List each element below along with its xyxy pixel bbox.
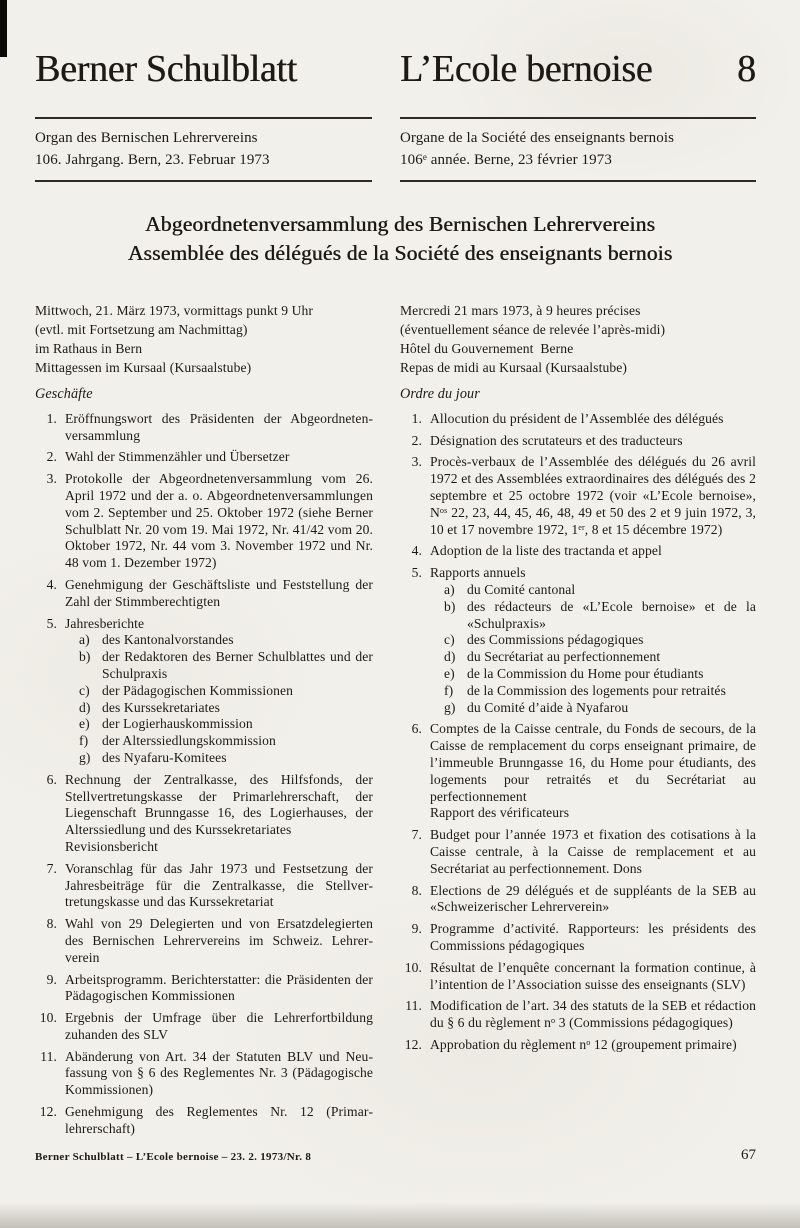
year-count: 106 bbox=[400, 152, 423, 168]
agenda-item-number: 2. bbox=[411, 432, 422, 448]
agenda-item-text bbox=[430, 998, 756, 1032]
agenda-item-paragraph: Procès-verbaux de l’Assemblée des délégués du 26 avril 1972 et des Assemblées extraordinaires des délégués des 2 septembre et 25 octobre 1972 (voir «L’Ecole bernoise», $N^{os}$ 22, 23, 44, 45, 46, 48, 49 et 50 des 2 et 9 juin 1972, 3, 10 et 17 novembre 1972, 1er, 8 et 15 décembre 1972) bbox=[430, 454, 756, 537]
agenda-item-number: 6. bbox=[46, 771, 57, 787]
agenda-item-number: 12. bbox=[404, 1036, 422, 1052]
agenda-item-number: 11. bbox=[40, 1048, 57, 1064]
agenda-item-text bbox=[65, 616, 373, 767]
agenda-item-number: 7. bbox=[46, 860, 57, 876]
agenda-item-text bbox=[65, 772, 373, 856]
meeting-info-line: Mittagessen im Kursaal (Kursaalstube) bbox=[35, 360, 252, 375]
subtitle-line-organ-de: Organ des Bernischen Lehrervereins bbox=[35, 130, 258, 146]
subtitle-line-organ-fr: Organe de la Société des enseignants bernois bbox=[400, 130, 675, 146]
agenda-item-text bbox=[430, 411, 756, 428]
agenda-subitem-text: der Pädagogischen Kommissionen bbox=[102, 682, 294, 698]
agenda-column-french bbox=[400, 301, 756, 1059]
agenda-subitem bbox=[79, 716, 373, 733]
subtitle-line-date-de: 106. Jahrgang. Bern, 23. Februar 1973 bbox=[35, 152, 270, 168]
agenda-item-paragraph: Wahl der Stimmenzähler und Übersetzer bbox=[65, 449, 290, 465]
ordinal-superscript: e bbox=[422, 151, 427, 162]
agenda-subitem-label: d) bbox=[79, 699, 91, 715]
agenda-subitem bbox=[79, 683, 373, 700]
agenda-subitem-text: de la Commission du Home pour étudiants bbox=[467, 665, 704, 681]
agenda-item-number: 4. bbox=[46, 576, 57, 592]
agenda-item-paragraph: Allocution du président de l’Assemblée des délégués bbox=[430, 410, 724, 426]
agenda-item-paragraph: Revisionsbericht bbox=[65, 838, 158, 854]
agenda-subitem bbox=[444, 683, 756, 700]
document-title-french: Assemblée des délégués de la Société des enseignants bernois bbox=[127, 240, 673, 265]
agenda-subitem-text: des rédacteurs de «L’Ecole bernoise» et de la «Schulpraxis» bbox=[467, 598, 756, 631]
date-text: année. Berne, 23 février 1973 bbox=[426, 152, 612, 168]
agenda-item-paragraph: Elections de 29 délégués et de suppléants de la SEB au «Schweizerischer Lehrerverein» bbox=[430, 882, 756, 915]
agenda-item bbox=[400, 411, 756, 428]
agenda-item-number: 3. bbox=[46, 471, 57, 487]
subtitle-line-date-fr bbox=[400, 149, 674, 171]
divider-rule-top-left bbox=[35, 117, 372, 119]
agenda-subitem-label: e) bbox=[79, 716, 90, 732]
issue-number: 8 bbox=[737, 48, 756, 90]
agenda-item-paragraph: Programme d’activité. Rapporteurs: les présidents des Commissions pédagogiques bbox=[430, 921, 756, 953]
agenda-subitem-label: f) bbox=[79, 733, 89, 749]
agenda-item bbox=[35, 411, 373, 445]
meeting-info-line: Repas de midi au Kursaal (Kursaalstube) bbox=[400, 360, 627, 375]
agenda-item bbox=[400, 721, 756, 822]
agenda-item-paragraph: Ergebnis der Umfrage über die Lehrerfortbildung zuhanden des SLV bbox=[65, 1010, 373, 1042]
agenda-item bbox=[35, 616, 373, 767]
agenda-item bbox=[35, 772, 373, 856]
agenda-item bbox=[35, 1104, 373, 1138]
agenda-subitem-label: f) bbox=[444, 682, 454, 698]
agenda-item-paragraph: Résultat de l’enquête concernant la formation continue, à l’intention de l’Association suisse des enseignants (SLV) bbox=[430, 959, 756, 992]
agenda-item-number: 8. bbox=[46, 916, 57, 932]
agenda-subitem bbox=[79, 632, 373, 649]
meeting-info-line: Mittwoch, 21. März 1973, vormittags punkt 9 Uhr bbox=[35, 303, 314, 318]
superscript: os bbox=[439, 506, 448, 516]
agenda-item-text bbox=[65, 916, 373, 966]
agenda-item-text bbox=[65, 861, 373, 911]
agenda-item-text bbox=[65, 471, 373, 572]
agenda-item-paragraph: Modification de l’art. 34 des statuts de la SEB et rédaction du § 6 du règlement $n^o$ 3 (Commissions pédagogiques) bbox=[430, 998, 756, 1031]
meeting-info-line: (evtl. mit Fortsetzung am Nachmittag) bbox=[35, 322, 248, 337]
agenda-item-number: 1. bbox=[411, 410, 422, 426]
agenda-subitem-text: des Kurssekretariates bbox=[102, 699, 220, 715]
agenda-item bbox=[35, 972, 373, 1006]
agenda-item-number: 6. bbox=[411, 721, 422, 737]
masthead-subtitle-german bbox=[35, 127, 270, 171]
agenda-subitem bbox=[444, 649, 756, 666]
agenda-item-text bbox=[430, 565, 756, 716]
agenda-item-text bbox=[430, 960, 756, 994]
agenda-subitem-text: du Comité cantonal bbox=[467, 581, 576, 597]
agenda-item-number: 10. bbox=[39, 1010, 57, 1026]
meeting-info-line: Hôtel du Gouvernement Berne bbox=[400, 341, 574, 356]
agenda-item bbox=[400, 565, 756, 716]
agenda-item-paragraph: Abänderung von Art. 34 der Statuten BLV und Neufassung von § 6 des Reglementes Nr. 3 (Pädagogische Kommissionen) bbox=[65, 1048, 373, 1098]
agenda-item-text bbox=[430, 433, 756, 450]
agenda-item-paragraph: Jahresberichte bbox=[65, 615, 145, 631]
agenda-subitem-label: b) bbox=[79, 649, 91, 665]
agenda-item-text bbox=[65, 577, 373, 611]
agenda-item bbox=[400, 883, 756, 917]
meeting-info-french bbox=[400, 301, 756, 377]
agenda-item-number: 3. bbox=[411, 454, 422, 470]
superscript: o bbox=[586, 1038, 591, 1048]
agenda-item-number: 5. bbox=[46, 615, 57, 631]
agenda-list-french bbox=[400, 411, 756, 1054]
divider-rule-bottom-left bbox=[35, 180, 372, 182]
agenda-item-paragraph: Arbeitsprogramm. Berichterstatter: die Präsidenten der Pädagogischen Kommissionen bbox=[65, 971, 373, 1004]
agenda-item-text bbox=[65, 411, 373, 445]
agenda-item-text bbox=[430, 883, 756, 917]
agenda-subitem-label: g) bbox=[79, 749, 91, 765]
document-title-german: Abgeordnetenversammlung des Bernischen Lehrervereins bbox=[144, 212, 656, 236]
meeting-info-line: im Rathaus in Bern bbox=[35, 341, 143, 356]
agenda-item bbox=[400, 827, 756, 877]
agenda-item-paragraph: Rapports annuels bbox=[430, 565, 526, 581]
agenda-column-german bbox=[35, 301, 373, 1143]
agenda-subitem-text: du Secrétariat au perfectionnement bbox=[467, 649, 661, 665]
meeting-info-german bbox=[35, 301, 373, 377]
agenda-subitem bbox=[79, 700, 373, 717]
scan-edge-shadow bbox=[0, 1202, 800, 1228]
agenda-item-number: 10. bbox=[404, 959, 422, 975]
masthead-title-french: L’Ecole bernoise bbox=[400, 48, 653, 90]
agenda-item bbox=[35, 861, 373, 911]
agenda-item bbox=[400, 543, 756, 560]
agenda-item-paragraph: Budget pour l’année 1973 et fixation des cotisations à la Caisse centrale, à la Caisse de remplacement et au Secrétariat au perfectionnement. Dons bbox=[430, 827, 756, 876]
agenda-item bbox=[400, 454, 756, 538]
agenda-subitem-text: der Alterssiedlungskommission bbox=[102, 733, 276, 749]
agenda-item-paragraph: Protokolle der Abgeordnetenversammlung vom 26. April 1972 und der a. o. Abgeordnetenversammlungen vom 2. September und 25. Oktober 1972 (siehe Berner Schulblatt Nr. 20 vom 19. Mai 1972, Nr. 41/42 vom 20. Oktober 1972, Nr. 44 vom 3. November 1972 und Nr. 48 vom 1. Dezember 1972) bbox=[65, 471, 373, 571]
agenda-heading-german: Geschäfte bbox=[35, 386, 93, 402]
agenda-item-text bbox=[65, 1049, 373, 1099]
agenda-subitem bbox=[79, 649, 373, 683]
agenda-item bbox=[35, 449, 373, 466]
agenda-item-text bbox=[430, 827, 756, 877]
agenda-item-text bbox=[430, 543, 756, 560]
divider-rule-top-right bbox=[400, 117, 756, 119]
agenda-subitem-label: c) bbox=[79, 682, 90, 698]
masthead-title-german: Berner Schulblatt bbox=[35, 48, 297, 90]
agenda-subitem bbox=[444, 666, 756, 683]
agenda-subitem bbox=[79, 733, 373, 750]
agenda-item-number: 9. bbox=[411, 921, 422, 937]
agenda-item-text bbox=[65, 972, 373, 1006]
agenda-item-text bbox=[430, 454, 756, 538]
footer-imprint: Berner Schulblatt – L’Ecole bernoise – 23. 2. 1973/Nr. 8 bbox=[35, 1151, 312, 1163]
agenda-item-number: 9. bbox=[46, 971, 57, 987]
agenda-item-text bbox=[65, 1104, 373, 1138]
agenda-subitem bbox=[444, 700, 756, 717]
agenda-item bbox=[400, 921, 756, 955]
agenda-item-paragraph: Genehmigung des Reglementes Nr. 12 (Primarlehrerschaft) bbox=[65, 1104, 373, 1136]
superscript: o bbox=[551, 1016, 556, 1026]
superscript: er bbox=[578, 522, 585, 532]
agenda-item bbox=[35, 1049, 373, 1099]
meeting-info-line: (éventuellement séance de relevée l’après-midi) bbox=[400, 322, 666, 337]
agenda-subitem-label: b) bbox=[444, 598, 456, 614]
agenda-subitem-text: des Kantonalvorstandes bbox=[102, 632, 234, 648]
agenda-subitem-text: du Comité d’aide à Nyafarou bbox=[467, 699, 629, 715]
agenda-item-text bbox=[430, 1037, 756, 1054]
agenda-subitem bbox=[444, 599, 756, 633]
agenda-item bbox=[400, 960, 756, 994]
agenda-item bbox=[400, 998, 756, 1032]
agenda-item-paragraph: Eröffnungswort des Präsidenten der Abgeordnetenversammlung bbox=[65, 410, 373, 443]
masthead-subtitle-french bbox=[400, 127, 674, 171]
agenda-item-paragraph: Wahl von 29 Delegierten und von Ersatzdelegierten des Bernischen Lehrervereins im Schweiz. Lehrerverein bbox=[65, 916, 373, 965]
agenda-subitem-text: der Logierhauskommission bbox=[102, 716, 253, 732]
agenda-item-paragraph: Genehmigung der Geschäftsliste und Feststellung der Zahl der Stimmberechtigten bbox=[65, 576, 373, 609]
agenda-item-number: 8. bbox=[411, 882, 422, 898]
agenda-item-text bbox=[430, 721, 756, 822]
agenda-subitem bbox=[444, 632, 756, 649]
agenda-item-number: 11. bbox=[405, 998, 422, 1014]
agenda-heading-french: Ordre du jour bbox=[400, 386, 480, 402]
agenda-subitem bbox=[444, 582, 756, 599]
agenda-subitem bbox=[79, 750, 373, 767]
agenda-subitem-label: a) bbox=[444, 581, 455, 597]
agenda-subitem-text: de la Commission des logements pour retraités bbox=[467, 682, 726, 698]
agenda-item-number: 5. bbox=[411, 565, 422, 581]
agenda-item-paragraph: Comptes de la Caisse centrale, du Fonds de secours, de la Caisse de remplacement du corps enseignant primaire, de l’immeuble Brunngasse 16, du Home pour étudiants, des logements pour retraités et du Secrétariat au perfectionnement bbox=[430, 721, 756, 804]
agenda-item-text bbox=[65, 449, 373, 466]
agenda-item-number: 7. bbox=[411, 827, 422, 843]
agenda-item bbox=[400, 1037, 756, 1054]
agenda-subitem-text: des Commissions pédagogiques bbox=[467, 632, 644, 648]
agenda-item bbox=[35, 471, 373, 572]
agenda-subitem-label: a) bbox=[79, 632, 90, 648]
meeting-info-line: Mercredi 21 mars 1973, à 9 heures précises bbox=[400, 303, 641, 318]
agenda-item-paragraph: Adoption de la liste des tractanda et appel bbox=[430, 543, 662, 559]
agenda-item-paragraph: Rapport des vérificateurs bbox=[430, 805, 570, 821]
agenda-item-text bbox=[65, 1010, 373, 1044]
agenda-item bbox=[35, 1010, 373, 1044]
agenda-item-number: 2. bbox=[46, 449, 57, 465]
scan-artifact-bar bbox=[0, 0, 7, 57]
document-title bbox=[0, 210, 800, 267]
agenda-subitem-text: des Nyafaru-Komitees bbox=[102, 749, 227, 765]
agenda-subitem-label: e) bbox=[444, 665, 455, 681]
agenda-item-number: 12. bbox=[39, 1104, 57, 1120]
agenda-list-german bbox=[35, 411, 373, 1138]
agenda-item-number: 4. bbox=[411, 543, 422, 559]
agenda-item bbox=[400, 433, 756, 450]
agenda-item-paragraph: Voranschlag für das Jahr 1973 und Festsetzung der Jahresbeiträge für die Zentralkasse, die Stellvertretungskasse und das Kurssekretariat bbox=[65, 860, 373, 910]
agenda-subitem-text: der Redaktoren des Berner Schulblattes und der Schulpraxis bbox=[102, 649, 373, 681]
agenda-item-text bbox=[430, 921, 756, 955]
agenda-item-paragraph: Approbation du règlement $n^o$ 12 (groupement primaire) bbox=[430, 1036, 737, 1052]
agenda-subitem-label: g) bbox=[444, 699, 456, 715]
agenda-item bbox=[35, 577, 373, 611]
page-number: 67 bbox=[741, 1147, 756, 1163]
agenda-item-number: 1. bbox=[46, 410, 57, 426]
agenda-subitem-label: c) bbox=[444, 632, 455, 648]
agenda-item-paragraph: Rechnung der Zentralkasse, des Hilfsfonds, der Stellvertretungskasse der Primarlehrerschaft, der Liegenschaft Brunngasse 16, des Logierhauses, der Alterssiedlung und des Kurssekretariates bbox=[65, 771, 373, 838]
agenda-item bbox=[35, 916, 373, 966]
divider-rule-bottom-right bbox=[400, 180, 756, 182]
agenda-subitem-label: d) bbox=[444, 649, 456, 665]
agenda-item-paragraph: Désignation des scrutateurs et des traducteurs bbox=[430, 432, 683, 448]
